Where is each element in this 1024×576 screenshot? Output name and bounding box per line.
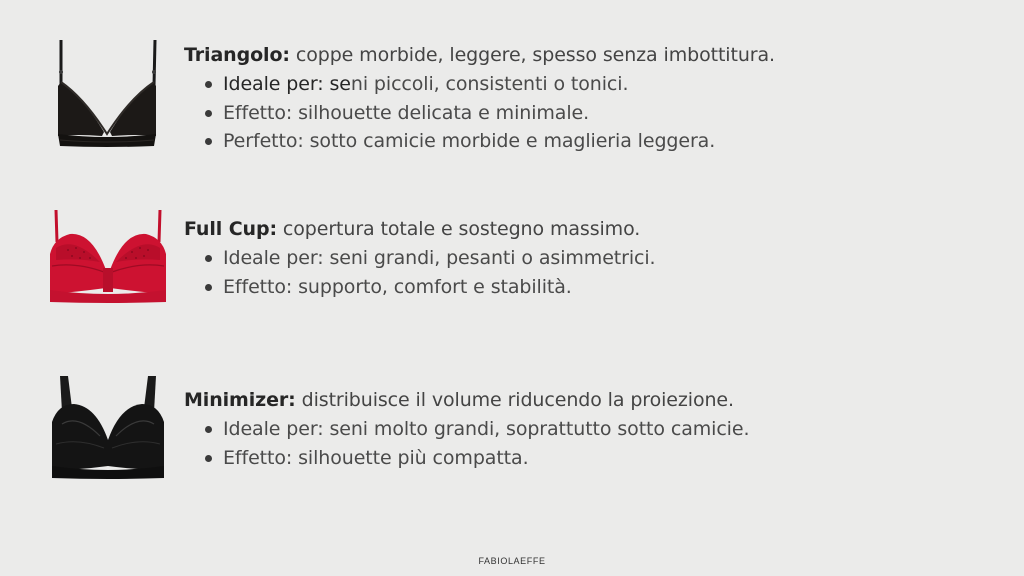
bullet-text: Effetto: supporto, comfort e stabilità. (223, 275, 572, 298)
section-triangolo (0, 0, 1024, 170)
black-triangle-bra-image (52, 36, 162, 148)
list-item (184, 70, 775, 99)
bullet-icon (205, 426, 212, 433)
footer-brand: FABIOLAEFFE (478, 556, 546, 566)
full-cup-bullet-list (184, 244, 656, 301)
bullet-icon (205, 81, 212, 88)
section-minimizer (0, 360, 1024, 500)
section-full-cup (0, 190, 1024, 320)
full-cup-heading (184, 215, 656, 243)
bullet-text: ni piccoli, consistenti o tonici. (350, 73, 629, 95)
minimizer-term: Minimizer: (184, 389, 296, 411)
triangolo-heading (184, 41, 775, 69)
triangolo-description: coppe morbide, leggere, spesso senza imbottitura. (289, 44, 775, 66)
bullet-text: Effetto: silhouette più compatta. (223, 446, 529, 469)
triangolo-bullet-list (184, 70, 775, 156)
full-cup-term: Full Cup: (184, 218, 277, 240)
full-cup-description: copertura totale e sostegno massimo. (276, 218, 641, 240)
list-item (184, 244, 656, 273)
list-item (184, 415, 749, 444)
triangolo-term: Triangolo: (184, 44, 290, 66)
minimizer-text (184, 386, 749, 472)
bullet-icon (205, 255, 212, 262)
bullet-icon (205, 455, 212, 462)
bullet-lead: Ideale per: se (223, 73, 351, 95)
black-minimizer-bra-image (48, 374, 168, 480)
list-item (184, 444, 749, 473)
bullet-text: Effetto: silhouette delicata e minimale. (223, 101, 590, 124)
list-item (184, 127, 775, 156)
list-item (184, 99, 775, 128)
red-full-cup-bra-image (46, 208, 170, 304)
bullet-icon (205, 284, 212, 291)
full-cup-text (184, 215, 656, 301)
bullet-icon (205, 138, 212, 145)
list-item (184, 273, 656, 302)
bullet-icon (205, 110, 212, 117)
bullet-text: Ideale per: seni grandi, pesanti o asimmetrici. (223, 247, 656, 269)
triangolo-text (184, 41, 775, 156)
minimizer-bullet-list (184, 415, 749, 472)
minimizer-description: distribuisce il volume riducendo la proiezione. (295, 389, 734, 411)
minimizer-heading (184, 386, 749, 414)
bullet-text: Perfetto: sotto camicie morbide e maglieria leggera. (223, 130, 716, 152)
bullet-text: Ideale per: seni molto grandi, soprattutto sotto camicie. (223, 418, 750, 440)
